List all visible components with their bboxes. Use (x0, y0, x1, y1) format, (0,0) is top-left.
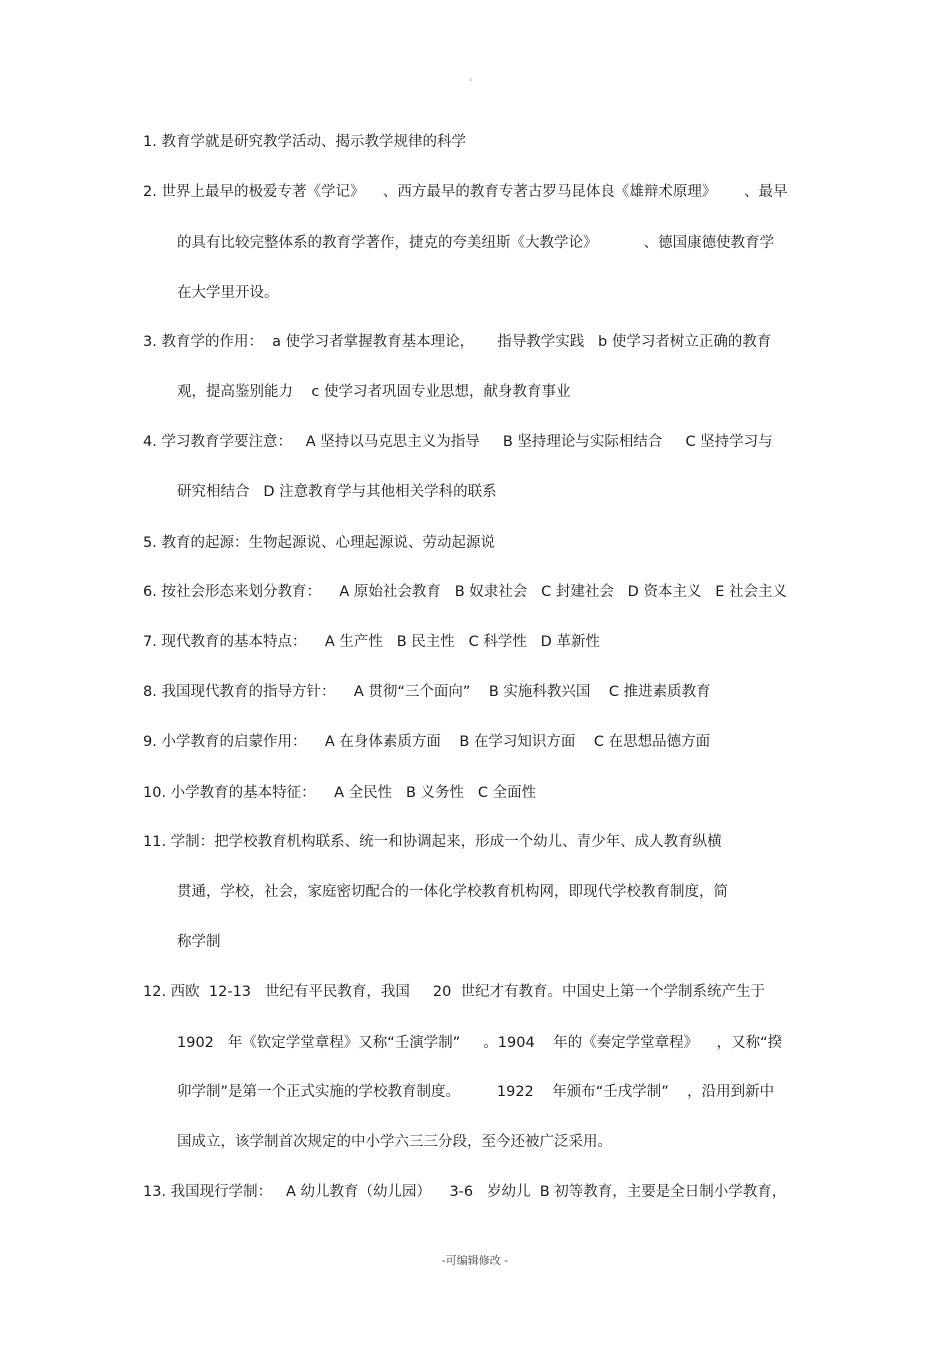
text-line: 11. 学制：把学校教育机构联系、统一和协调起来，形成一个幼儿、青少年、成人教育纵横 (143, 834, 722, 850)
text-line: 卯学制”是第一个正式实施的学校教育制度。 1922 年颁布“壬戌学制” ，沿用到新中 (177, 1084, 775, 1100)
text-line: 研究相结合 D 注意教育学与其他相关学科的联系 (177, 484, 497, 500)
text-line: 的具有比较完整体系的教育学著作，捷克的夸美纽斯《大教学论》 、德国康德使教育学 (177, 235, 775, 251)
text-line: 13. 我国现行学制： A 幼儿教育（幼儿园） 3-6 岁幼儿 B 初等教育，主要是全日制小学教育， (143, 1184, 787, 1200)
text-line: 10. 小学教育的基本特征： A 全民性 B 义务性 C 全面性 (143, 785, 537, 801)
text-line: 3. 教育学的作用： a 使学习者掌握教育基本理论， 指导教学实践 b 使学习者树立正确的教育 (143, 334, 772, 350)
text-line: 观，提高鉴别能力 c 使学习者巩固专业思想，献身教育事业 (177, 384, 571, 400)
header-mark: 。 (469, 73, 479, 83)
text-line: 8. 我国现代教育的指导方针： A 贯彻“三个面向” B 实施科教兴国 C 推进素质教育 (143, 684, 711, 700)
text-line: 在大学里开设。 (177, 285, 279, 301)
text-line: 9. 小学教育的启蒙作用： A 在身体素质方面 B 在学习知识方面 C 在思想品德方面 (143, 734, 711, 750)
text-line: 7. 现代教育的基本特点： A 生产性 B 民主性 C 科学性 D 革新性 (143, 634, 600, 650)
text-line: 5. 教育的起源：生物起源说、心理起源说、劳动起源说 (143, 535, 495, 551)
text-line: 国成立，该学制首次规定的中小学六三三分段，至今还被广泛采用。 (177, 1134, 612, 1150)
page-footer: -可编辑修改 - (441, 1254, 509, 1267)
text-line: 12. 西欧 12-13 世纪有平民教育，我国 20 世纪才有教育。中国史上第一个学制系统产生于 (143, 984, 766, 1000)
text-line: 2. 世界上最早的极爱专著《学记》 、西方最早的教育专著古罗马昆体良《雄辩术原理》 、最早 (143, 184, 788, 200)
text-line: 称学制 (177, 934, 221, 950)
text-line: 6. 按社会形态来划分教育： A 原始社会教育 B 奴隶社会 C 封建社会 D 资本主义 E 社会主义 (143, 584, 788, 600)
text-line: 贯通，学校，社会，家庭密切配合的一体化学校教育机构网，即现代学校教育制度，简 (177, 884, 728, 900)
text-line: 1902 年《钦定学堂章程》又称“壬演学制” 。1904 年的《奏定学堂章程》 ，又称“揆 (177, 1035, 783, 1051)
text-line: 4. 学习教育学要注意： A 坚持以马克思主义为指导 B 坚持理论与实际相结合 C 坚持学习与 (143, 434, 773, 450)
text-line: 1. 教育学就是研究教学活动、揭示教学规律的科学 (143, 134, 466, 150)
